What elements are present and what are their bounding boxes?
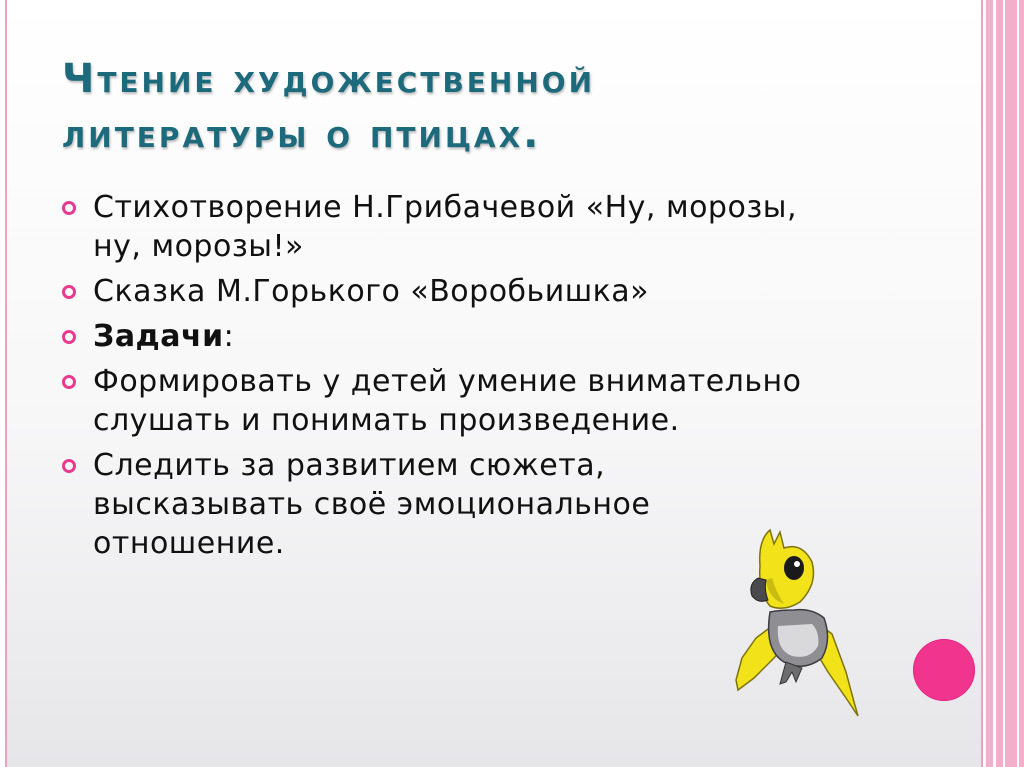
- bullet-line: Следить за развитием сюжета,: [93, 448, 606, 483]
- bullet-line: ну, морозы!»: [93, 229, 304, 264]
- bird-eye: [784, 556, 804, 580]
- slide-title: [62, 52, 882, 162]
- bullet-ring-icon: [62, 201, 76, 215]
- bullet-tale: [58, 272, 908, 311]
- bird-eye-highlight: [794, 561, 800, 567]
- bullet-line: Стихотворение Н.Грибачевой «Ну, морозы,: [93, 190, 798, 225]
- bird-illustration: [728, 522, 868, 722]
- bullet-ring-icon: [62, 330, 76, 344]
- bullet-line: Сказка М.Горького «Воробьишка»: [93, 274, 650, 309]
- bullet-tasks: [58, 317, 908, 356]
- bullet-poem: [58, 188, 908, 266]
- bullet-list: [58, 188, 908, 569]
- bird-beak: [751, 578, 768, 601]
- bullet-skill: [58, 362, 908, 440]
- bullet-ring-icon: [62, 459, 76, 473]
- tasks-heading: Задачи: [93, 319, 224, 354]
- bullet-line: отношение.: [93, 526, 285, 561]
- tasks-colon: :: [223, 319, 235, 354]
- bullet-line: [93, 317, 908, 356]
- bullet-line: высказывать своё эмоциональное: [93, 487, 651, 522]
- bullet-line: Формировать у детей умение внимательно: [93, 364, 802, 399]
- pink-circle: [913, 639, 975, 701]
- decorative-stripes: [983, 0, 1024, 767]
- bullet-ring-icon: [62, 285, 76, 299]
- title-line-1: Чтение художественной: [62, 56, 596, 102]
- bullet-ring-icon: [62, 375, 76, 389]
- title-line-2: литературы о птицах.: [62, 111, 542, 157]
- bullet-line: слушать и понимать произведение.: [93, 403, 680, 438]
